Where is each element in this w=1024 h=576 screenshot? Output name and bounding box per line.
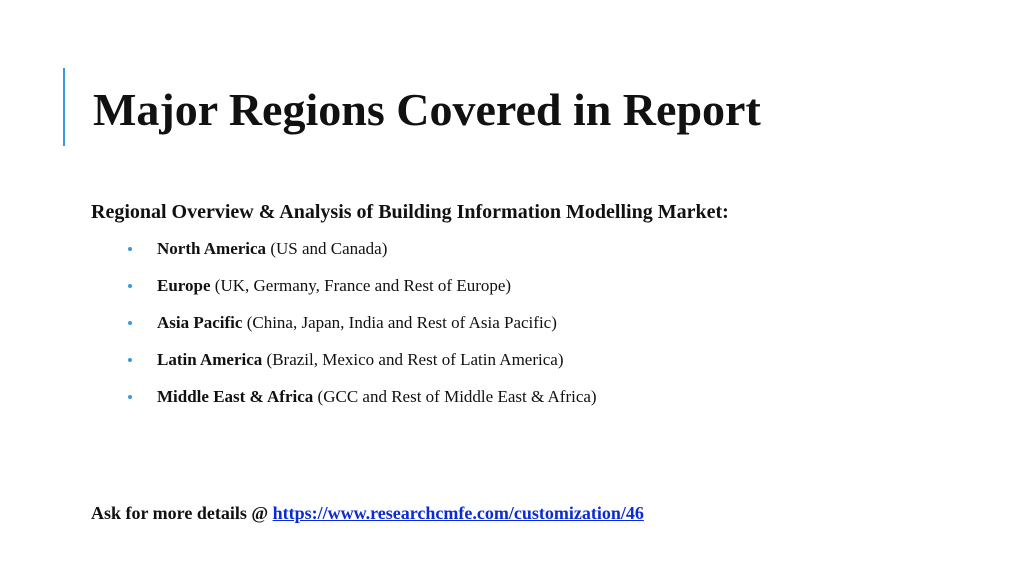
section-subtitle: Regional Overview & Analysis of Building Information Modelling Market: (91, 201, 729, 223)
region-name: Latin America (157, 350, 263, 369)
region-detail: (UK, Germany, France and Rest of Europe) (210, 276, 512, 295)
region-text (157, 310, 557, 336)
list-item-europe (0, 273, 1024, 310)
footer-prefix: Ask for more details @ (91, 503, 273, 523)
region-detail: (China, Japan, India and Rest of Asia Pacific) (242, 313, 557, 332)
bullet-icon (128, 247, 132, 251)
bullet-icon (128, 358, 132, 362)
list-item-asia-pacific (0, 310, 1024, 347)
customization-link[interactable]: https://www.researchcmfe.com/customization/46 (272, 503, 644, 523)
bullet-icon (128, 321, 132, 325)
title-accent-bar (63, 68, 65, 146)
list-item-north-america (0, 236, 1024, 273)
list-item-latin-america (0, 347, 1024, 384)
region-text (157, 347, 563, 373)
region-detail: (US and Canada) (266, 239, 388, 258)
region-text (157, 236, 387, 262)
bullet-icon (128, 395, 132, 399)
page-title: Major Regions Covered in Report (93, 84, 761, 135)
footer-contact (91, 500, 644, 526)
region-detail: (GCC and Rest of Middle East & Africa) (313, 387, 597, 406)
region-name: Europe (157, 276, 211, 295)
bullet-icon (128, 284, 132, 288)
region-name: North America (157, 239, 267, 258)
region-list (0, 236, 1024, 421)
region-name: Asia Pacific (157, 313, 243, 332)
region-name: Middle East & Africa (157, 387, 314, 406)
region-detail: (Brazil, Mexico and Rest of Latin America) (262, 350, 564, 369)
list-item-middle-east-africa (0, 384, 1024, 421)
region-text (157, 384, 597, 410)
region-text (157, 273, 511, 299)
